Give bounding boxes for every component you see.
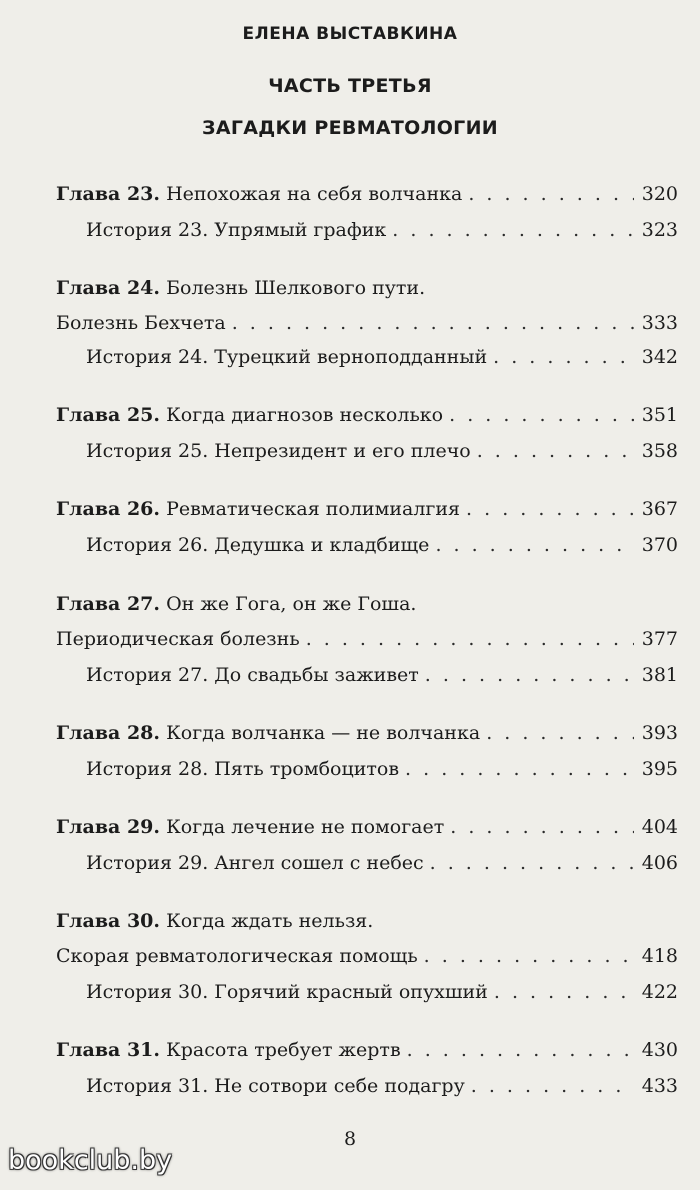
toc-chapter-line (56, 721, 678, 745)
chapter-title-cont: Периодическая болезнь (56, 628, 300, 650)
story-title: История 29. Ангел сошел с небес (86, 852, 424, 874)
leader-dots (468, 182, 633, 206)
leader-dots (407, 1038, 634, 1062)
chapter-page-number: 320 (641, 183, 678, 205)
chapter-title: Красота требует жертв (166, 1039, 401, 1061)
chapter-page-number: 351 (641, 404, 678, 426)
chapter-label: Глава 24. (56, 277, 161, 299)
leader-dots (494, 980, 634, 1004)
chapter-label: Глава 23. (56, 183, 161, 205)
chapter-page-number: 430 (641, 1039, 678, 1061)
story-title: История 28. Пять тромбоцитов (86, 758, 400, 780)
leader-dots (449, 403, 634, 427)
page-number: 8 (343, 1128, 357, 1150)
toc-chapter-line (56, 497, 678, 521)
story-page-number: 406 (641, 852, 678, 874)
toc-chapter-line (56, 403, 678, 427)
toc-chapter-line-cont (56, 627, 678, 651)
chapter-page-number: 404 (641, 816, 678, 838)
chapter-title: Когда волчанка — не волчанка (166, 722, 481, 744)
toc-chapter-line (56, 1038, 678, 1062)
chapter-page-number: 418 (641, 945, 678, 967)
toc-story-line (86, 1074, 678, 1098)
chapter-label: Глава 29. (56, 816, 161, 838)
toc-story-line (86, 980, 678, 1004)
story-title: История 27. До свадьбы заживет (86, 664, 419, 686)
toc-chapter-line-cont (56, 311, 678, 335)
chapter-page-number: 393 (641, 722, 678, 744)
leader-dots (392, 218, 633, 242)
chapter-title: Ревматическая полимиалгия (166, 498, 461, 520)
toc-story-line (86, 218, 678, 242)
leader-dots (306, 627, 634, 651)
story-page-number: 381 (641, 664, 678, 686)
chapter-label: Глава 27. (56, 593, 161, 615)
part-title: ЗАГАДКИ РЕВМАТОЛОГИИ (202, 117, 498, 139)
toc-story-line (86, 533, 678, 557)
story-title: История 24. Турецкий верноподданный (86, 346, 488, 368)
chapter-page-number: 333 (641, 312, 678, 334)
chapter-title: Болезнь Шелкового пути. (166, 277, 426, 299)
story-title: История 30. Горячий красный опухший (86, 981, 488, 1003)
toc-chapter-line-cont (56, 944, 678, 968)
leader-dots (405, 757, 634, 781)
chapter-title-cont: Скорая ревматологическая помощь (56, 945, 418, 967)
story-title: История 23. Упрямый график (86, 219, 387, 241)
chapter-label: Глава 31. (56, 1039, 161, 1061)
story-page-number: 323 (641, 219, 678, 241)
toc-chapter-line (56, 182, 678, 206)
leader-dots (486, 721, 634, 745)
toc-chapter-line (56, 909, 678, 933)
story-page-number: 422 (641, 981, 678, 1003)
chapter-label: Глава 25. (56, 404, 161, 426)
chapter-title: Когда лечение не помогает (166, 816, 445, 838)
toc-story-line (86, 663, 678, 687)
toc-chapter-line (56, 276, 678, 300)
toc-story-line (86, 345, 678, 369)
leader-dots (493, 345, 634, 369)
story-title: История 31. Не сотвори себе подагру (86, 1075, 465, 1097)
story-title: История 26. Дедушка и кладбище (86, 534, 430, 556)
leader-dots (471, 1074, 634, 1098)
chapter-title-cont: Болезнь Бехчета (56, 312, 226, 334)
chapter-label: Глава 26. (56, 498, 161, 520)
chapter-title: Когда диагнозов несколько (166, 404, 444, 426)
leader-dots (430, 851, 634, 875)
chapter-title: Когда ждать нельзя. (166, 910, 374, 932)
watermark-logo: bookclub.by (8, 1145, 173, 1176)
chapter-title: Непохожая на себя волчанка (166, 183, 463, 205)
toc-story-line (86, 439, 678, 463)
leader-dots (477, 439, 634, 463)
toc-chapter-line (56, 592, 678, 616)
leader-dots (466, 497, 634, 521)
story-page-number: 433 (641, 1075, 678, 1097)
chapter-label: Глава 28. (56, 722, 161, 744)
leader-dots (435, 533, 633, 557)
running-header-author: ЕЛЕНА ВЫСТАВКИНА (242, 24, 458, 44)
story-title: История 25. Непрезидент и его плечо (86, 440, 471, 462)
toc-chapter-line (56, 815, 678, 839)
toc-story-line (86, 757, 678, 781)
story-page-number: 342 (641, 346, 678, 368)
leader-dots (450, 815, 633, 839)
story-page-number: 370 (641, 534, 678, 556)
leader-dots (424, 944, 634, 968)
part-heading: ЧАСТЬ ТРЕТЬЯ (268, 75, 432, 97)
chapter-label: Глава 30. (56, 910, 161, 932)
chapter-title: Он же Гога, он же Гоша. (166, 593, 417, 615)
chapter-page-number: 377 (641, 628, 678, 650)
toc-story-line (86, 851, 678, 875)
chapter-page-number: 367 (641, 498, 678, 520)
story-page-number: 395 (641, 758, 678, 780)
story-page-number: 358 (641, 440, 678, 462)
leader-dots (232, 311, 634, 335)
leader-dots (425, 663, 634, 687)
